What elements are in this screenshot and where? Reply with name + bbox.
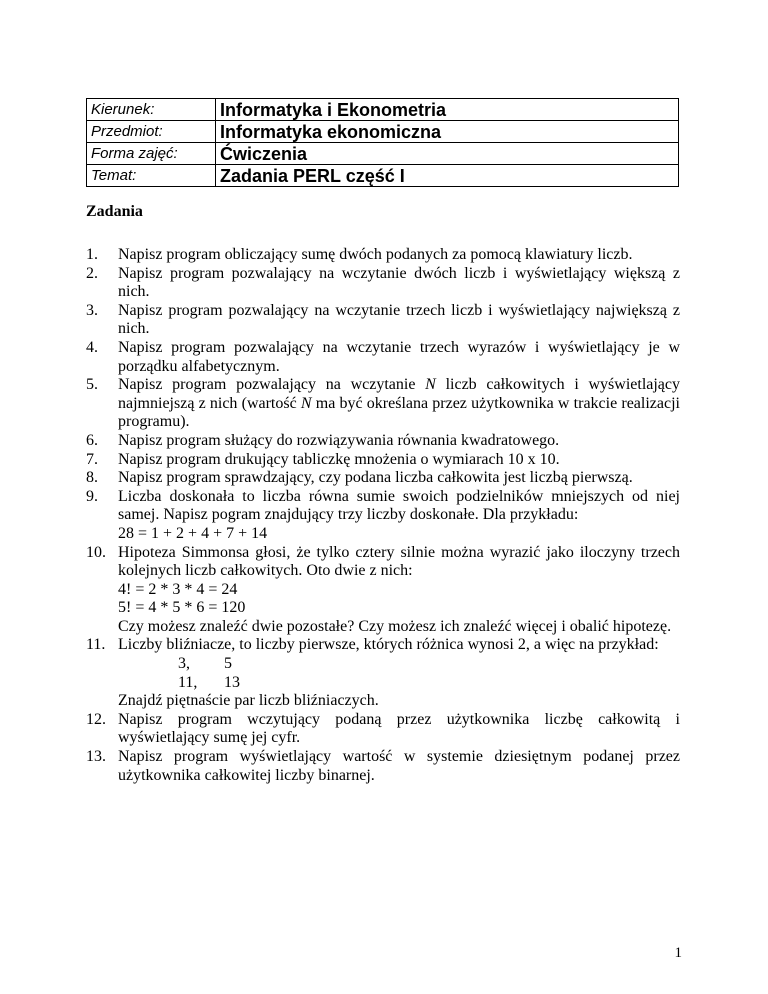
task-text: Napisz program sprawdzający, czy podana liczba całkowita jest liczbą pierwszą. bbox=[118, 469, 633, 487]
example-line: 4! = 2 * 3 * 4 = 24 bbox=[118, 580, 238, 598]
twin-b: 5 bbox=[224, 655, 232, 673]
page-number: 1 bbox=[674, 945, 682, 961]
task-number: 13. bbox=[86, 748, 106, 766]
field-value-przedmiot: Informatyka ekonomiczna bbox=[216, 121, 679, 143]
task-text-part: ma być określana przez użytkownika w trakcie realizacji programu). bbox=[118, 394, 680, 431]
task-text-part: Napisz program pozwalający na wczytanie bbox=[118, 376, 416, 394]
field-label-temat: Temat: bbox=[87, 165, 216, 187]
task-number: 1. bbox=[86, 246, 98, 263]
section-title: Zadania bbox=[86, 203, 143, 220]
task-text bbox=[118, 376, 680, 430]
task-text: Napisz program pozwalający na wczytanie dwóch liczb i wyświetlający większą z nich. bbox=[118, 264, 680, 301]
task-text: Liczba doskonała to liczba równa sumie swoich podzielników mniejszych od niej samej. Napisz pogram znajdujący trzy liczby doskonałe. Dla przykładu: bbox=[118, 487, 680, 524]
list-item bbox=[86, 265, 680, 302]
task-text: Napisz program pozwalający na wczytanie trzech wyrazów i wyświetlający je w porządku alfabetycznym. bbox=[118, 338, 680, 375]
variable-n: N bbox=[425, 376, 436, 394]
table-row bbox=[87, 165, 679, 187]
list-item bbox=[86, 544, 680, 637]
variable-n: N bbox=[300, 394, 312, 412]
list-item bbox=[86, 376, 680, 432]
task-number: 4. bbox=[86, 338, 98, 356]
list-item bbox=[86, 432, 680, 451]
task-number: 9. bbox=[86, 487, 98, 505]
field-value-forma: Ćwiczenia bbox=[216, 143, 679, 165]
field-label-przedmiot: Przedmiot: bbox=[87, 121, 216, 143]
twin-pair bbox=[118, 674, 680, 693]
task-text: Czy możesz znaleźć dwie pozostałe? Czy możesz ich znaleźć więcej i obalić hipotezę. bbox=[118, 617, 672, 635]
twin-b: 13 bbox=[224, 673, 240, 691]
task-number: 11. bbox=[86, 636, 106, 654]
table-row bbox=[87, 99, 679, 121]
list-item bbox=[86, 636, 680, 710]
example-line: 5! = 4 * 5 * 6 = 120 bbox=[118, 599, 246, 617]
list-item bbox=[86, 451, 680, 470]
task-text: Napisz program obliczający sumę dwóch podanych za pomocą klawiatury liczb. bbox=[118, 246, 633, 263]
field-label-kierunek: Kierunek: bbox=[87, 99, 216, 121]
task-list bbox=[86, 246, 680, 785]
list-item bbox=[86, 711, 680, 748]
task-text-part: liczb całkowitych i wyświetlający najmniejszą z nich (wartość bbox=[118, 376, 681, 412]
task-text: Napisz program służący do rozwiązywania równania kwadratowego. bbox=[118, 431, 560, 449]
table-row bbox=[87, 121, 679, 143]
task-number: 12. bbox=[86, 710, 106, 728]
example-line: 28 = 1 + 2 + 4 + 7 + 14 bbox=[118, 524, 268, 542]
course-info-table bbox=[86, 98, 679, 187]
field-value-temat: Zadania PERL część I bbox=[216, 165, 679, 187]
task-number: 8. bbox=[86, 469, 98, 487]
list-item bbox=[86, 246, 680, 265]
task-text: Liczby bliźniacze, to liczby pierwsze, których różnica wynosi 2, a więc na przykład: bbox=[118, 636, 659, 654]
task-text: Napisz program drukujący tabliczkę mnożenia o wymiarach 10 x 10. bbox=[118, 450, 560, 468]
task-number: 6. bbox=[86, 431, 98, 449]
list-item bbox=[86, 302, 680, 339]
twin-a: 11, bbox=[178, 673, 198, 691]
task-number: 5. bbox=[86, 376, 98, 394]
list-item bbox=[86, 469, 680, 488]
task-text: Napisz program pozwalający na wczytanie trzech liczb i wyświetlający największą z nich. bbox=[118, 301, 680, 338]
task-text: Napisz program wyświetlający wartość w systemie dziesiętnym podanej przez użytkownika całkowitej liczby binarnej. bbox=[118, 748, 680, 784]
twin-a: 3, bbox=[178, 655, 190, 673]
field-label-forma: Forma zajęć: bbox=[87, 143, 216, 165]
list-item bbox=[86, 339, 680, 376]
list-item bbox=[86, 748, 680, 785]
task-text: Hipoteza Simmonsa głosi, że tylko cztery silnie można wyrazić jako iloczyny trzech kolejnych liczb całkowitych. Oto dwie z nich: bbox=[118, 543, 680, 580]
list-item bbox=[86, 488, 680, 544]
task-text: Znajdź piętnaście par liczb bliźniaczych. bbox=[118, 692, 379, 710]
task-number: 2. bbox=[86, 264, 98, 282]
task-text: Napisz program wczytujący podaną przez użytkownika liczbę całkowitą i wyświetlający sumę jej cyfr. bbox=[118, 710, 680, 747]
task-number: 3. bbox=[86, 301, 98, 319]
field-value-kierunek: Informatyka i Ekonometria bbox=[216, 99, 679, 121]
task-number: 10. bbox=[86, 543, 106, 561]
task-number: 7. bbox=[86, 450, 98, 468]
table-row bbox=[87, 143, 679, 165]
twin-pair bbox=[118, 655, 680, 674]
